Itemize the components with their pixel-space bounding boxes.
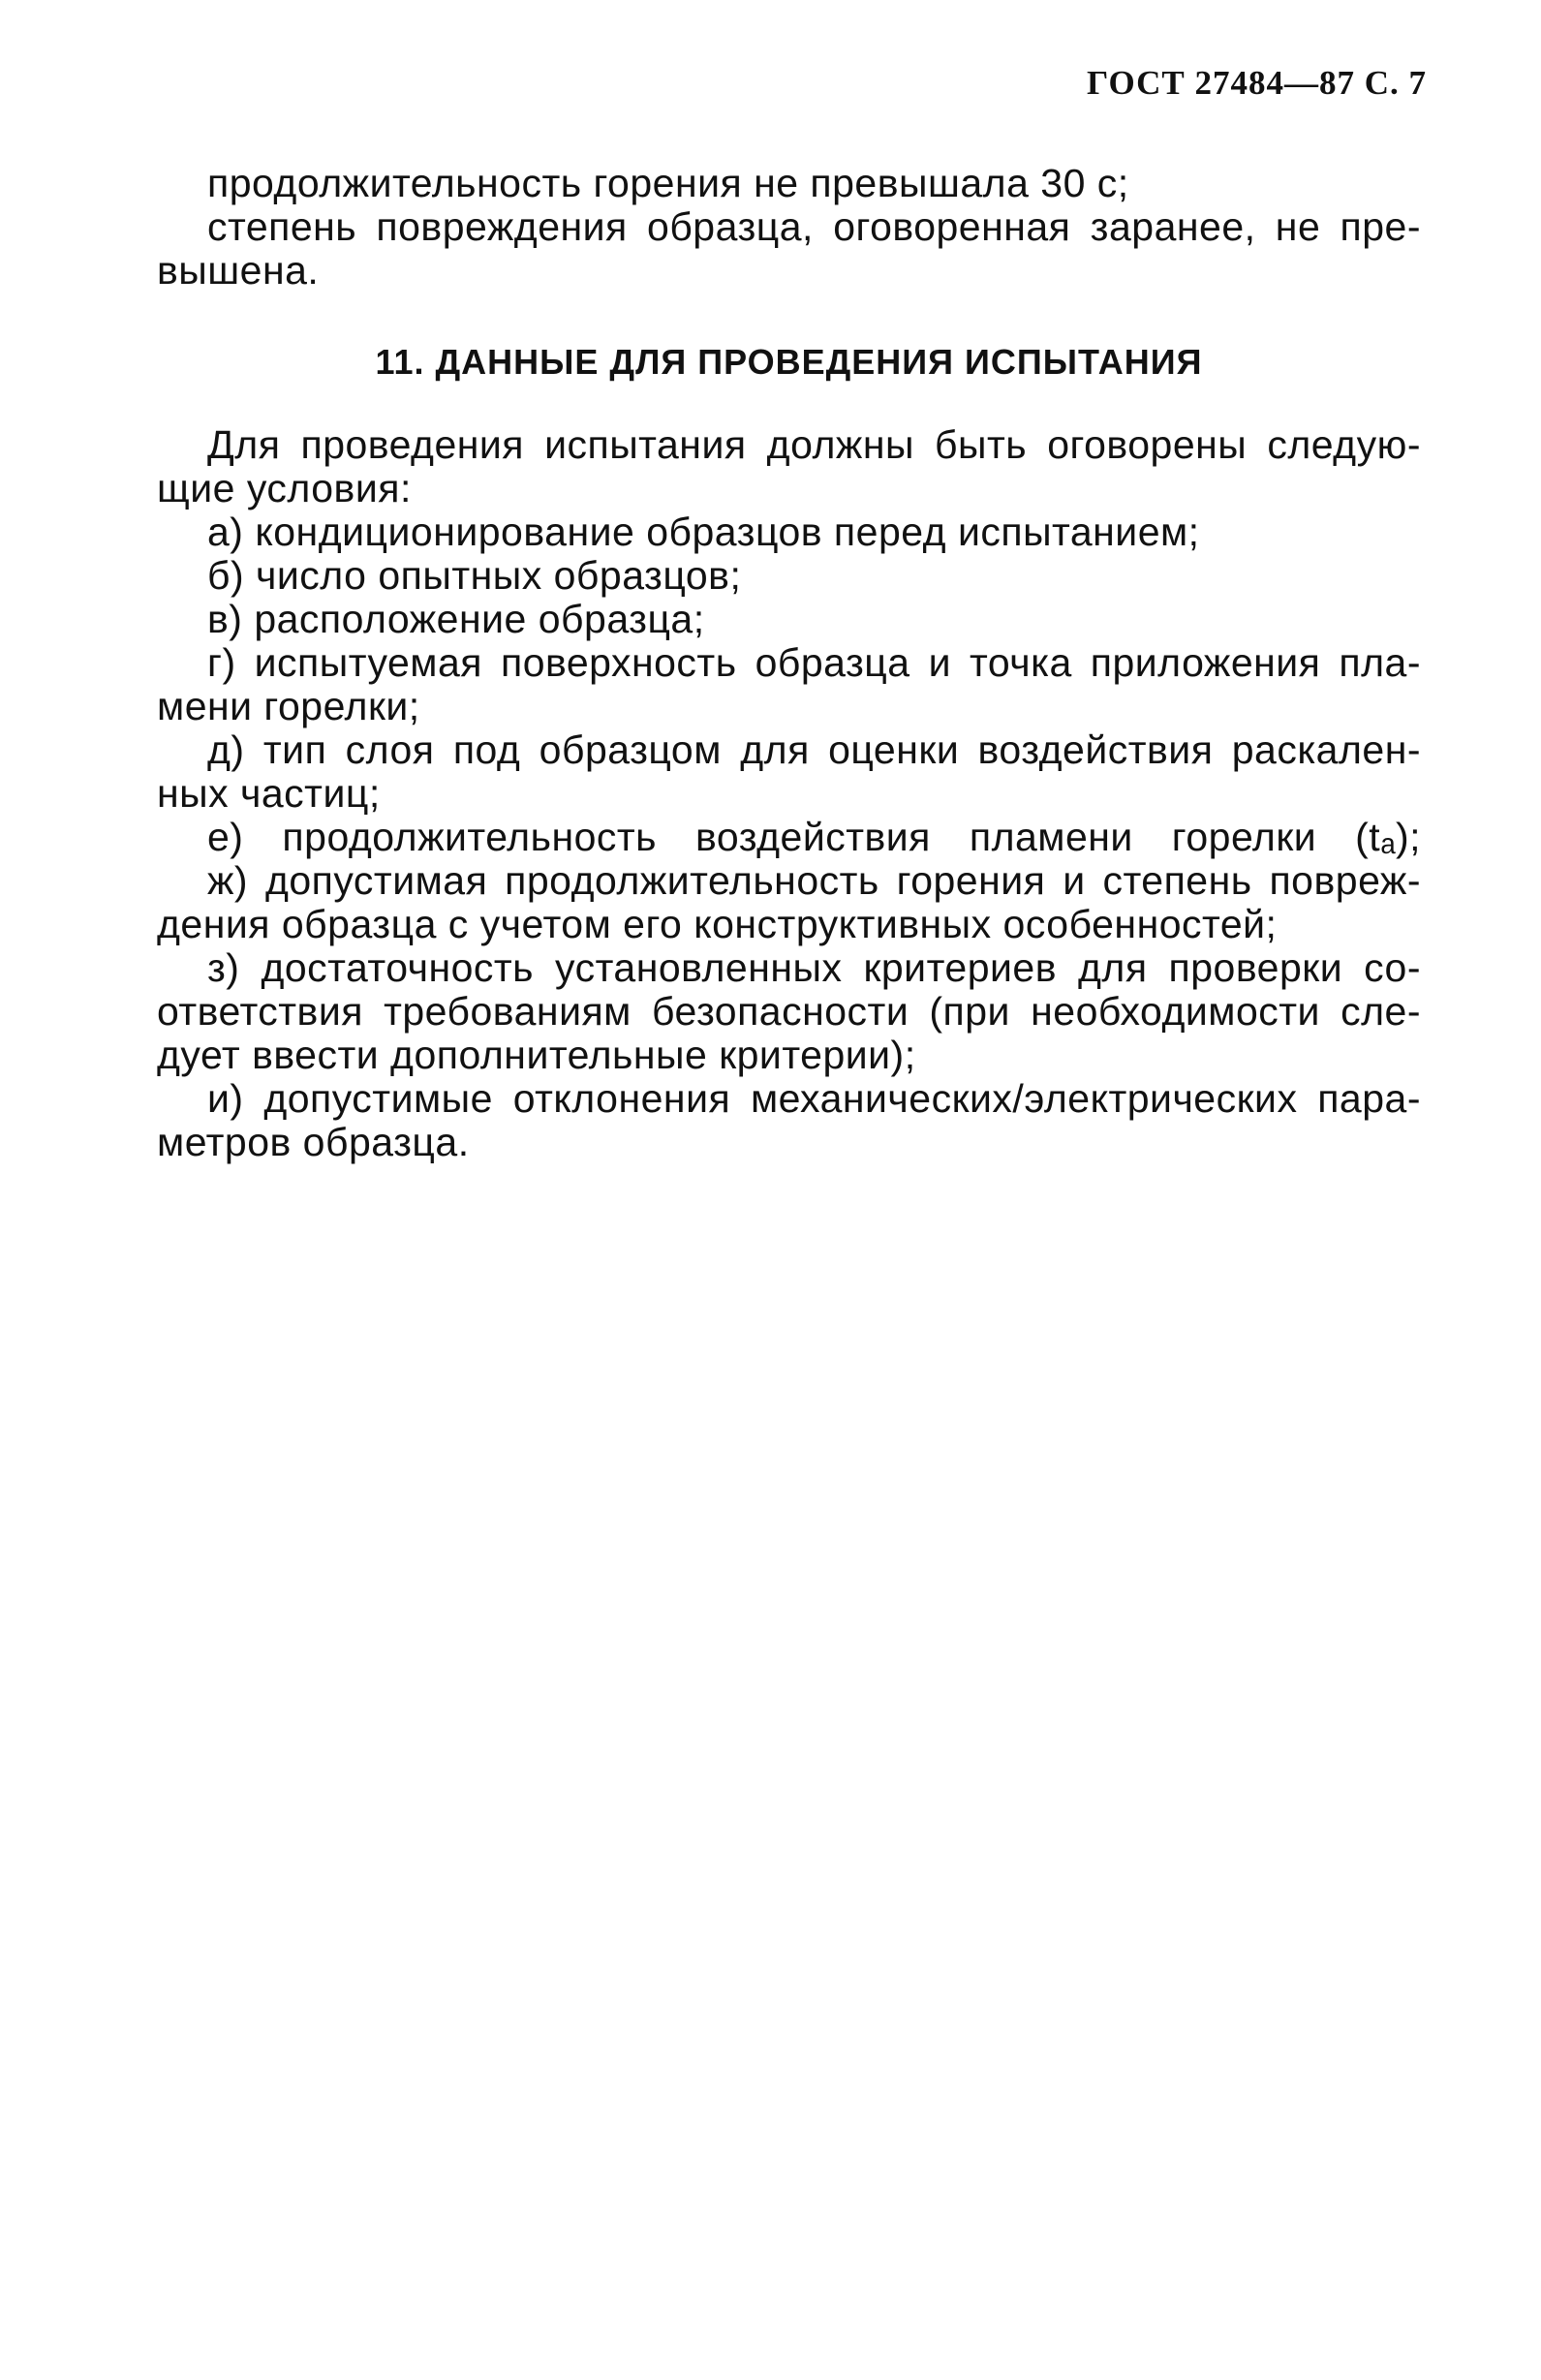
continuation-block [157, 162, 1421, 293]
list-item-d-cont: ных частиц; [157, 771, 381, 816]
section-body [157, 423, 1421, 1164]
page-header: ГОСТ 27484—87 С. 7 [1087, 64, 1427, 102]
list-item-b: б) число опытных образцов; [207, 553, 742, 598]
list-item-z-cont: ответствия требованиям безопасности (при необходимости сле- [157, 989, 1421, 1034]
list-item-v: в) расположение образца; [207, 597, 705, 641]
list-item-d: д) тип слоя под образцом для оценки воздействия раскален- [207, 727, 1421, 772]
section-heading: 11. ДАННЫЕ ДЛЯ ПРОВЕДЕНИЯ ИСПЫТАНИЯ [375, 342, 1203, 382]
text-line: вышена. [157, 248, 320, 293]
list-item-zh: ж) допустимая продолжительность горения и степень повреж- [207, 858, 1421, 903]
list-item-e: е) продолжительность воздействия пламени горелки (tₐ); [207, 815, 1421, 859]
list-item-zh-cont: дения образца с учетом его конструктивных особенностей; [157, 902, 1278, 946]
list-item-i: и) допустимые отклонения механических/электрических пара- [207, 1076, 1421, 1121]
list-item-g-cont: мени горелки; [157, 684, 420, 728]
text-line: степень повреждения образца, оговоренная заранее, не пре- [207, 204, 1421, 249]
list-item-z: з) достаточность установленных критериев для проверки со- [207, 945, 1421, 990]
text-line: щие условия: [157, 466, 412, 510]
list-item-g: г) испытуемая поверхность образца и точка приложения пла- [207, 640, 1421, 685]
text-line: Для проведения испытания должны быть оговорены следую- [207, 422, 1421, 467]
list-item-a: а) кондиционирование образцов перед испытанием; [207, 510, 1200, 554]
list-item-i-cont: метров образца. [157, 1120, 470, 1164]
text-line: продолжительность горения не превышала 30 с; [207, 161, 1129, 205]
list-item-z-cont: дует ввести дополнительные критерии); [157, 1033, 916, 1077]
